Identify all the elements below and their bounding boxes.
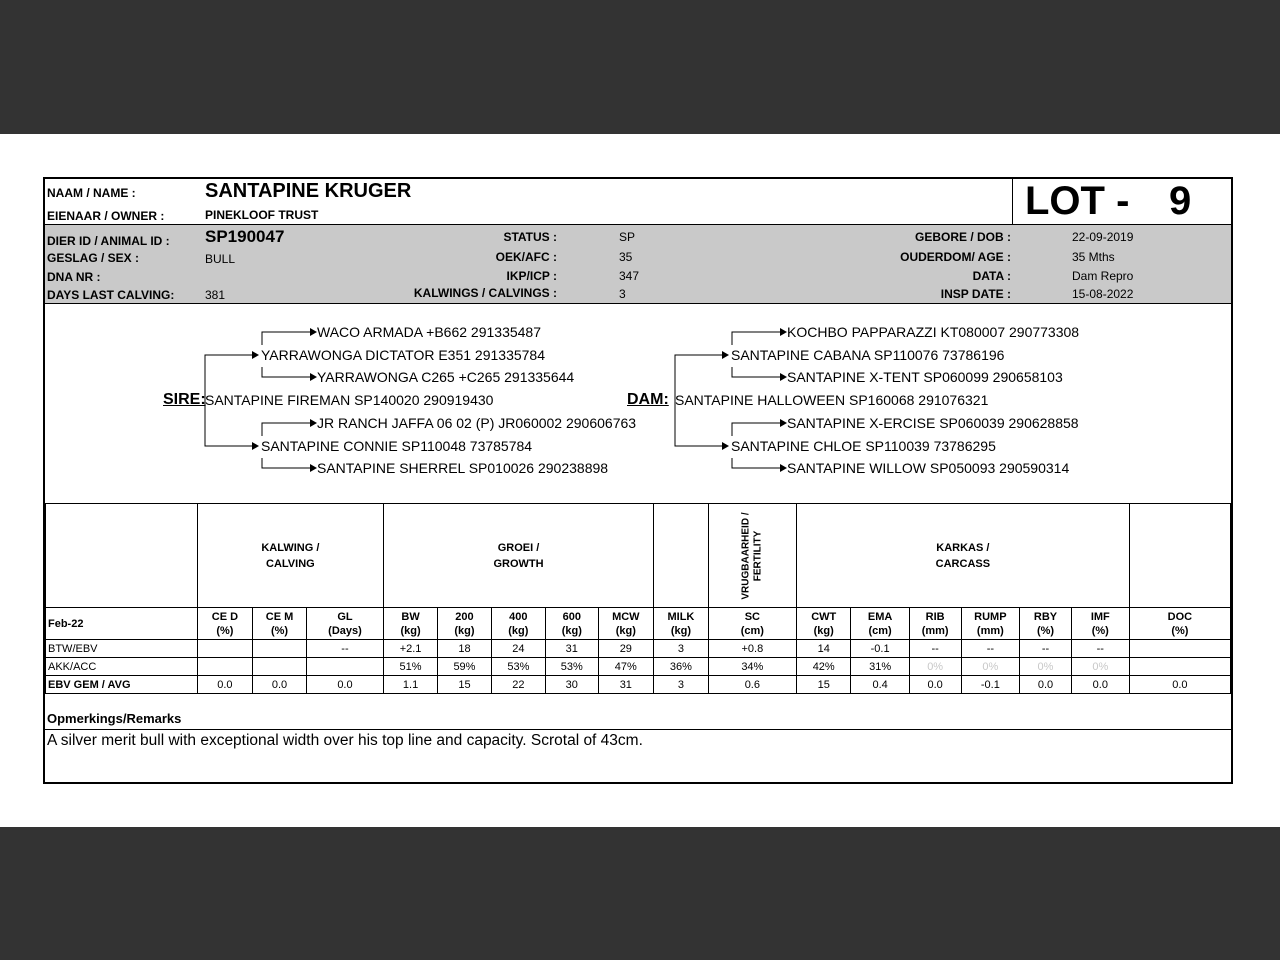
insp-date-value: 15-08-2022	[1072, 287, 1134, 301]
dna-label: DNA NR :	[47, 270, 101, 284]
days-value: 381	[205, 288, 226, 302]
data-value: Dam Repro	[1072, 269, 1134, 283]
table-cell: 29	[598, 640, 654, 658]
column-header	[1129, 608, 1230, 640]
dob-value: 22-09-2019	[1072, 230, 1134, 244]
table-cell: 1.1	[383, 676, 437, 694]
lot-card	[43, 177, 1233, 784]
column-unit: (kg)	[813, 624, 834, 637]
column-unit: (kg)	[670, 624, 691, 637]
column-name: RUMP	[974, 610, 1007, 623]
column-header	[383, 608, 437, 640]
column-name: GL	[337, 610, 353, 623]
sire-dam: SANTAPINE CONNIE SP110048 73785784	[261, 438, 533, 454]
table-cell: 53%	[546, 658, 598, 676]
table-cell: 0%	[961, 658, 1020, 676]
column-name: RBY	[1033, 610, 1058, 623]
column-name: CWT	[811, 610, 837, 623]
table-cell: 36%	[654, 658, 709, 676]
table-cell: --	[1020, 640, 1072, 658]
dam-dam: SANTAPINE CHLOE SP110039 73786295	[731, 438, 996, 454]
table-cell: 0%	[1071, 658, 1129, 676]
table-cell: 42%	[796, 658, 851, 676]
sire-sire-dam: YARRAWONGA C265 +C265 291335644	[317, 369, 575, 385]
column-unit: (kg)	[508, 624, 529, 637]
column-name: 200	[455, 610, 474, 623]
column-unit: (kg)	[615, 624, 636, 637]
table-cell	[1129, 658, 1230, 676]
performance-table	[45, 503, 1231, 694]
column-name: MILK	[667, 610, 695, 623]
table-cell: 24	[491, 640, 545, 658]
table-cell: 0.0	[909, 676, 961, 694]
table-cell: --	[307, 640, 384, 658]
table-cell	[1129, 640, 1230, 658]
table-row	[46, 658, 1231, 676]
column-name: CE D	[211, 610, 239, 623]
column-name: 400	[509, 610, 528, 623]
animal-name: SANTAPINE KRUGER	[205, 180, 412, 202]
table-cell: 3	[654, 676, 709, 694]
column-name: IMF	[1090, 610, 1110, 623]
animal-id-label: DIER ID / ANIMAL ID :	[47, 234, 170, 248]
column-unit: (Days)	[328, 624, 362, 637]
column-name: MCW	[612, 610, 640, 623]
dam-sire-dam: SANTAPINE X-TENT SP060099 290658103	[787, 369, 1063, 385]
sex-label: GESLAG / SEX :	[47, 251, 140, 265]
afc-label: OEK/AFC :	[495, 250, 557, 264]
table-cell: 0.4	[851, 676, 909, 694]
dam-name: SANTAPINE HALLOWEEN SP160068 291076321	[675, 392, 989, 408]
table-cell: 59%	[438, 658, 491, 676]
column-header	[708, 608, 796, 640]
table-cell: -0.1	[961, 676, 1020, 694]
row-label: EBV GEM / AVG	[46, 676, 198, 694]
table-cell: --	[909, 640, 961, 658]
table-cell: 30	[546, 676, 598, 694]
table-row	[46, 640, 1231, 658]
table-row	[46, 676, 1231, 694]
column-header	[252, 608, 306, 640]
column-unit: (%)	[1036, 624, 1055, 637]
column-header	[438, 608, 491, 640]
table-cell: 31	[546, 640, 598, 658]
column-unit: (mm)	[976, 624, 1004, 637]
table-cell: 18	[438, 640, 491, 658]
name-label: NAAM / NAME :	[47, 186, 136, 200]
group-blank-cell	[46, 504, 198, 608]
remarks-title: Opmerkings/Remarks	[47, 711, 182, 726]
table-cell: 53%	[491, 658, 545, 676]
column-name: SC	[744, 610, 760, 623]
age-label: OUDERDOM/ AGE :	[900, 250, 1011, 264]
animal-id-value: SP190047	[205, 227, 285, 246]
column-name: RIB	[925, 610, 945, 623]
data-label: DATA :	[972, 269, 1011, 283]
column-header	[1020, 608, 1072, 640]
column-unit: (%)	[216, 624, 234, 637]
column-unit: (kg)	[561, 624, 582, 637]
status-label: STATUS :	[503, 230, 557, 244]
insp-date-label: INSP DATE :	[940, 287, 1011, 301]
column-unit: (%)	[1091, 624, 1109, 637]
lot-label: LOT -	[1025, 179, 1130, 223]
status-value: SP	[619, 230, 636, 244]
column-name: EMA	[867, 610, 893, 623]
column-name: DOC	[1167, 610, 1193, 623]
column-header	[851, 608, 909, 640]
column-header	[909, 608, 961, 640]
table-cell: 34%	[708, 658, 796, 676]
column-header	[491, 608, 545, 640]
remarks-text: A silver merit bull with exceptional width over his top line and capacity. Scrotal of 43cm.	[47, 732, 643, 749]
table-cell: 15	[438, 676, 491, 694]
days-label: DAYS LAST CALVING:	[47, 288, 175, 302]
sire-name: SANTAPINE FIREMAN SP140020 290919430	[205, 392, 494, 408]
table-cell: 31	[598, 676, 654, 694]
table-cell: -0.1	[851, 640, 909, 658]
sire-sire: YARRAWONGA DICTATOR E351 291335784	[261, 347, 546, 363]
growth-group: GROEI / GROWTH	[383, 504, 653, 608]
age-value: 35 Mths	[1072, 250, 1115, 264]
column-header	[307, 608, 384, 640]
period-cell: Feb-22	[46, 608, 198, 640]
table-cell: 47%	[598, 658, 654, 676]
sire-dam-dam: SANTAPINE SHERREL SP010026 290238898	[317, 460, 609, 476]
table-cell	[197, 658, 252, 676]
dam-dam-sire: SANTAPINE X-ERCISE SP060039 290628858	[787, 415, 1079, 431]
table-cell: 0.0	[1129, 676, 1230, 694]
table-cell: 0.0	[197, 676, 252, 694]
table-cell: 3	[654, 640, 709, 658]
table-cell	[307, 658, 384, 676]
remarks-divider	[45, 729, 1231, 730]
table-cell: 0.6	[708, 676, 796, 694]
milk-group-blank	[654, 504, 709, 608]
column-header	[546, 608, 598, 640]
table-cell	[252, 658, 306, 676]
icp-label: IKP/ICP :	[506, 269, 557, 283]
table-cell: +2.1	[383, 640, 437, 658]
calvings-label: KALWINGS / CALVINGS :	[413, 286, 557, 300]
lot-number: 9	[1169, 179, 1192, 223]
doc-group-blank	[1129, 504, 1230, 608]
column-name: BW	[401, 610, 420, 623]
column-header	[654, 608, 709, 640]
table-cell: 0.0	[1020, 676, 1072, 694]
afc-value: 35	[619, 250, 633, 264]
dob-label: GEBORE / DOB :	[914, 230, 1011, 244]
dam-label: DAM:	[627, 391, 669, 408]
group-header-row	[46, 504, 1231, 608]
column-name: CE M	[265, 610, 294, 623]
table-cell: 0.0	[252, 676, 306, 694]
fertility-group: VRUGBAARHEID / FERTILITY	[708, 504, 796, 608]
table-cell: --	[1071, 640, 1129, 658]
column-unit: (kg)	[400, 624, 421, 637]
table-cell: +0.8	[708, 640, 796, 658]
sex-value: BULL	[205, 252, 236, 266]
column-unit: (%)	[270, 624, 289, 637]
table-cell	[197, 640, 252, 658]
dam-dam-dam: SANTAPINE WILLOW SP050093 290590314	[787, 460, 1070, 476]
column-header-row	[46, 608, 1231, 640]
column-unit: (cm)	[868, 624, 892, 637]
table-cell: 31%	[851, 658, 909, 676]
column-unit: (cm)	[740, 624, 764, 637]
table-cell: 14	[796, 640, 851, 658]
column-unit: (kg)	[454, 624, 475, 637]
calving-group: KALWING / CALVING	[197, 504, 383, 608]
dam-sire: SANTAPINE CABANA SP110076 73786196	[731, 347, 1005, 363]
column-header	[961, 608, 1020, 640]
table-cell: 0.0	[1071, 676, 1129, 694]
column-header	[1071, 608, 1129, 640]
column-header	[197, 608, 252, 640]
row-label: BTW/EBV	[46, 640, 198, 658]
table-cell: --	[961, 640, 1020, 658]
row-label: AKK/ACC	[46, 658, 198, 676]
table-cell: 15	[796, 676, 851, 694]
column-header	[598, 608, 654, 640]
icp-value: 347	[619, 269, 640, 283]
column-unit: (%)	[1171, 624, 1189, 637]
sire-dam-sire: JR RANCH JAFFA 06 02 (P) JR060002 290606763	[317, 415, 637, 431]
sire-sire-sire: WACO ARMADA +B662 291335487	[317, 324, 541, 340]
sire-label: SIRE:	[163, 391, 206, 408]
column-header	[796, 608, 851, 640]
table-cell: 0%	[909, 658, 961, 676]
page-sheet	[0, 134, 1280, 827]
owner-label: EIENAAR / OWNER :	[47, 209, 165, 223]
owner-value: PINEKLOOF TRUST	[205, 208, 319, 222]
table-cell: 22	[491, 676, 545, 694]
column-unit: (mm)	[921, 624, 949, 637]
table-cell: 51%	[383, 658, 437, 676]
table-cell: 0%	[1020, 658, 1072, 676]
carcass-group: KARKAS / CARCASS	[796, 504, 1129, 608]
dam-sire-sire: KOCHBO PAPPARAZZI KT080007 290773308	[787, 324, 1080, 340]
table-cell: 0.0	[307, 676, 384, 694]
column-name: 600	[562, 610, 581, 623]
table-cell	[252, 640, 306, 658]
calvings-value: 3	[619, 287, 626, 301]
